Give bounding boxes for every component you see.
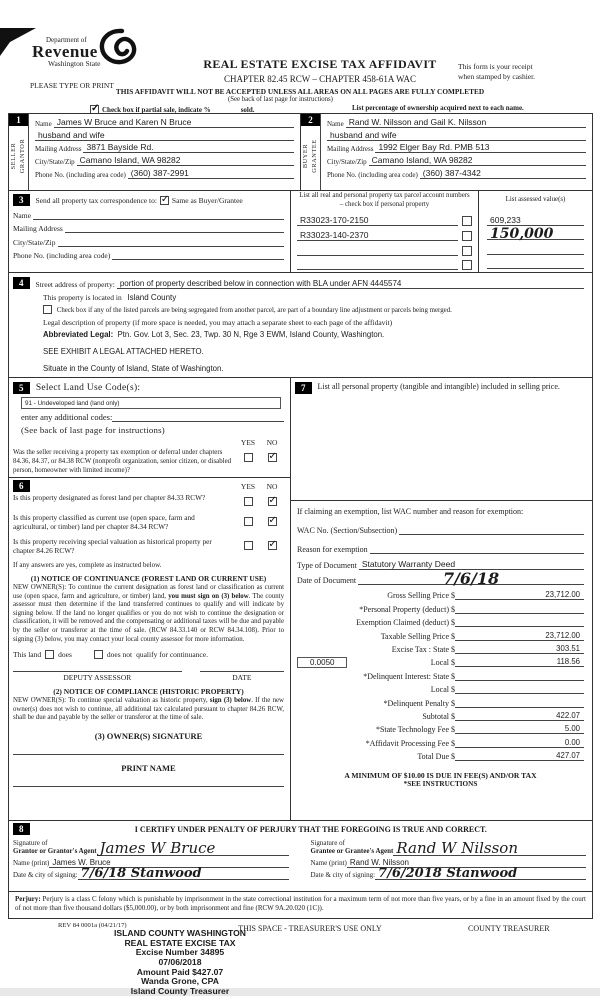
seller-city-label: City/State/Zip [35, 158, 75, 167]
form-title: REAL ESTATE EXCISE TAX AFFIDAVIT [203, 57, 437, 71]
continuance-text: NEW OWNER(S): To continue the current designation as forest land or classification as current use (open space, farm and agriculture, or timber) land, you must sign on (3) below. The county assessor must then determine if the land transferred continues to qualify and will indicate by signing below. If the land no longer qualifies or you do not wish to continue the designation or classification, it will be removed and the compensating or additional taxes will be due and payable by the seller or transferor at the time of sale. (RCW 84.33.140 or RCW 84.34.108). Prior to signing (3) below, you may contact your local county assessor for more information. [13, 583, 284, 643]
parcel-1-personal-checkbox[interactable] [462, 216, 472, 226]
compliance-title: (2) NOTICE OF COMPLIANCE (HISTORIC PROPERTY) [53, 687, 244, 697]
forest-no-checkbox[interactable] [268, 497, 277, 506]
segregated-checkbox[interactable] [43, 305, 52, 314]
buyer-city-label: City/State/Zip [327, 158, 367, 167]
fin-row: Total Due $ 427.07 [297, 751, 584, 761]
corr-name-label: Name [13, 210, 31, 220]
seller-city-field[interactable]: Camano Island, WA 98282 [77, 155, 294, 166]
grantor-name-print-label: Name (print) [13, 859, 50, 868]
historic-question: Is this property receiving special valuation as historical property per chapter 84.26 RCW? [13, 536, 212, 556]
sold-label: sold. [240, 106, 255, 114]
section-1-number: 1 [9, 114, 28, 126]
minimum-fee-note: A MINIMUM OF $10.00 IS DUE IN FEE(S) AND/OR TAX [344, 771, 537, 781]
fin-row: *State Technology Fee $ 5.00 [297, 724, 584, 734]
assessed-value-2-field[interactable]: 150,000 [487, 230, 584, 240]
logo-dept-text: Department of [46, 36, 87, 44]
gross-selling-price-field[interactable]: 23,712.00 [455, 590, 584, 600]
land-use-title: Select Land Use Code(s): [35, 383, 141, 393]
ownership-note: List percentage of ownership acquired next to each name. [352, 104, 524, 112]
form-body [8, 113, 593, 919]
grantor-date-city-field[interactable]: 7/6/18 Stanwood [78, 870, 289, 880]
date-of-document-field[interactable]: 7/6/18 [358, 573, 584, 585]
grantee-name-print-field[interactable]: Rand W. Nilsson [347, 858, 586, 868]
assessor-date-line[interactable] [200, 671, 284, 672]
grantor-signature-field[interactable]: James W Bruce [97, 844, 289, 856]
fin-row: *Personal Property (deduct) $ [297, 604, 584, 614]
seller-name-label: Name [35, 119, 52, 128]
legal-description-label: Legal description of property (if more space is needed, you may attach a separate sheet to each page of the affidavit) [43, 317, 393, 327]
partial-sale-label: Check box if partial sale, indicate % [102, 106, 211, 114]
see-back-note: (See back of last page for instructions) [228, 96, 333, 103]
seller-phone-field[interactable]: (360) 387-2991 [128, 168, 294, 179]
corr-city-field[interactable] [58, 237, 285, 247]
fin-row: Excise Tax : State $ 303.51 [297, 644, 584, 654]
additional-codes-label: enter any additional codes: [21, 412, 113, 422]
wac-label: WAC No. (Section/Subsection) [297, 526, 398, 535]
grantee-signature-block: Signature of Grantee or Grantee's Agent Rand W Nilsson Name (print) Rand W. Nilsson Date & city of signing: 7/6/2018 Stanwood [311, 837, 587, 880]
revenue-swirl-icon [98, 28, 140, 71]
same-as-buyer-label: Same as Buyer/Grantee [171, 195, 243, 205]
parcel-1-field[interactable]: R33023-170-2150 [297, 215, 458, 226]
fin-row: 0.0050 Local $ 118.56 [297, 657, 584, 667]
section-5 [9, 378, 290, 478]
subtotal-field[interactable]: 422.07 [455, 711, 584, 721]
scan-corner-artifact [0, 28, 36, 56]
grantor-date-city-label: Date & city of signing: [13, 871, 78, 880]
located-in-value[interactable]: Island County [127, 292, 177, 302]
type-of-document-label: Type of Document [297, 561, 357, 570]
excise-tax-local-field[interactable]: 118.56 [455, 657, 584, 667]
qualify-line: This land does does not qualify for continuance. [13, 650, 208, 660]
compliance-text: NEW OWNER(S): To continue special valuation as historic property, sign (3) below. If the new owner(s) does not wish to continue, all additional tax calculated pursuant to chapter 84.26 RCW, shall be due and payable by the seller or transferor at the time of sale. [13, 697, 284, 722]
dor-logo [32, 36, 101, 68]
buyer-name2-field[interactable]: husband and wife [327, 130, 586, 141]
corr-city-label: City/State/Zip [13, 237, 56, 247]
section-7 [291, 378, 592, 501]
corr-phone-field[interactable] [112, 250, 284, 260]
buyer-mailing-field[interactable]: 1992 Elger Bay Rd. PMB 513 [375, 142, 586, 153]
section-7-number: 7 [295, 382, 312, 394]
assessed-value-3-field[interactable] [487, 245, 584, 255]
print-name-line[interactable] [13, 786, 284, 787]
corr-mailing-field[interactable] [65, 223, 284, 233]
parcel-4-field[interactable] [297, 260, 458, 270]
financial-block [291, 585, 592, 788]
fin-row: *Delinquent Interest: State $ [297, 671, 584, 681]
fin-row: *Affidavit Processing Fee $ 0.00 [297, 738, 584, 748]
deputy-assessor-signature-line[interactable] [13, 671, 182, 672]
land-use-code-select[interactable]: 91 - Undeveloped land (land only) [21, 397, 281, 409]
grantee-name-print-label: Name (print) [310, 859, 347, 868]
segregated-note: Check box if any of the listed parcels are being segregated from another parcel, are part of a boundary line adjustment or parcels being merged. [56, 307, 452, 314]
assessed-values-header: List assessed value(s) [505, 196, 566, 203]
no-header-6: NO [266, 481, 278, 491]
reason-label: Reason for exemption [297, 545, 368, 554]
delinquent-penalty-field[interactable] [455, 698, 584, 708]
forest-yes-checkbox[interactable] [244, 497, 253, 506]
section-6 [9, 478, 290, 787]
land-does-not-qualify-checkbox[interactable] [94, 650, 103, 659]
grantee-date-city-field[interactable]: 7/6/2018 Stanwood [375, 870, 586, 880]
abbreviated-legal-value[interactable]: Ptn. Gov. Lot 3, Sec. 23, Twp. 30 N, Rge 3 EWM, Island County, Washington. [117, 330, 385, 339]
situate-note: Situate in the County of Island, State of Washington. [43, 364, 224, 373]
logo-revenue-text: Revenue [32, 42, 98, 61]
section-3 [9, 191, 592, 273]
abbreviated-legal-label: Abbreviated Legal: [43, 330, 114, 339]
fin-row: Taxable Selling Price $ 23,712.00 [297, 631, 584, 641]
grantor-name-print-field[interactable]: James W. Bruce [49, 858, 288, 868]
seller-phone-label: Phone No. (including area code) [35, 170, 126, 179]
please-type-label: PLEASE TYPE OR PRINT [30, 81, 114, 90]
current-use-question: Is this property classified as current use (open space, farm and agricultural, or timber) land per chapter 84.34 RCW? [13, 513, 195, 532]
delinquent-interest-local-field[interactable] [455, 684, 584, 694]
exemption-question: Was the seller receiving a property tax exemption or deferral under chapters 84.36, 84.37, or 84.38 RCW (nonprofit organization, senior citizen, or disabled person, homeowner with limited income)? [13, 449, 232, 474]
assessed-value-4-field[interactable] [487, 259, 584, 269]
delinquent-interest-state-field[interactable] [455, 671, 584, 681]
land-does-qualify-checkbox[interactable] [45, 650, 54, 659]
section-2-number: 2 [301, 114, 320, 126]
exemption-yes-checkbox[interactable] [244, 453, 253, 462]
see-back-note-5: (See back of last page for instructions) [21, 425, 165, 435]
additional-codes-field[interactable] [112, 412, 284, 422]
wac-field[interactable] [399, 525, 584, 535]
seller-name2-field[interactable]: husband and wife [35, 130, 294, 141]
section-2-buyer [301, 114, 592, 190]
no-header-5: NO [266, 438, 278, 447]
parcel-2-personal-checkbox[interactable] [462, 231, 472, 241]
total-due-field[interactable]: 427.07 [455, 751, 584, 761]
grantee-date-city-label: Date & city of signing: [310, 871, 376, 880]
logo-state-text: Washington State [48, 59, 101, 68]
local-rate-field[interactable]: 0.0050 [297, 657, 347, 668]
county-treasurer-label: COUNTY TREASURER [468, 924, 550, 933]
treasurer-use-only-label: THIS SPACE - TREASURER'S USE ONLY [238, 924, 382, 933]
buyer-phone-field[interactable]: (360) 387-4342 [420, 168, 586, 179]
current-use-yes-checkbox[interactable] [244, 517, 253, 526]
personal-property-title: List all personal property (tangible and intangible) included in selling price. [317, 382, 560, 391]
buyer-city-field[interactable]: Camano Island, WA 98282 [369, 155, 586, 166]
section-3-number: 3 [13, 194, 30, 206]
correspondence-label: Send all property tax correspondence to: [35, 195, 157, 205]
section-1-seller [9, 114, 301, 190]
located-in-label: This property is located in [43, 292, 122, 302]
buyer-name-label: Name [327, 119, 344, 128]
exhibit-note: SEE EXHIBIT A LEGAL ATTACHED HERETO. [43, 347, 204, 356]
forest-land-question: Is this property designated as forest land per chapter 84.33 RCW? [13, 493, 206, 502]
buyer-mailing-label: Mailing Address [327, 145, 374, 154]
corr-mailing-label: Mailing Address [13, 224, 63, 234]
buyer-grantee-side-label: BUYER GRANTEE [301, 139, 318, 173]
section-5-number: 5 [13, 382, 30, 394]
yes-header-5: YES [240, 438, 256, 447]
street-address-field[interactable]: portion of property described below in connection with BLA under AFN 4445574 [117, 279, 584, 289]
seller-grantor-side-label: SELLER GRANTOR [9, 138, 26, 174]
seller-name-field[interactable]: James W Bruce and Karen N Bruce [54, 117, 294, 128]
affidavit-processing-fee-field[interactable]: 0.00 [455, 738, 584, 748]
corr-phone-label: Phone No. (including area code) [13, 251, 111, 261]
parcel-4-personal-checkbox[interactable] [462, 260, 472, 270]
fin-row: Local $ [297, 684, 584, 694]
type-of-document-field[interactable]: Statutory Warranty Deed [359, 559, 584, 570]
if-yes-note: If any answers are yes, complete as instructed below. [13, 560, 162, 569]
section-8 [9, 821, 592, 891]
fin-row: Exemption Claimed (deduct) $ [297, 617, 584, 627]
parcel-3-personal-checkbox[interactable] [462, 246, 472, 256]
section-4 [9, 273, 592, 378]
historic-no-checkbox[interactable] [268, 541, 277, 550]
owners-signature-line[interactable] [13, 754, 284, 755]
corr-name-field[interactable] [33, 210, 284, 220]
print-name-label: PRINT NAME [121, 763, 176, 774]
date-of-document-label: Date of Document [297, 576, 357, 585]
reason-field[interactable] [370, 544, 584, 554]
treasurer-stamp: ISLAND COUNTY WASHINGTON REAL ESTATE EXCISE TAX Excise Number 34895 07/06/2018 Amount Paid $427.07 Wanda Grone, CPA Island County Treasurer [114, 928, 246, 996]
perjury-notice: Perjury: Perjury is a class C felony which is punishable by imprisonment in the state correctional institution for a maximum term of not more than five years, or by a fine in an amount fixed by the court of not more than five thousand dollars ($5,000.00), or by both imprisonment and fine (RCW 9A.20.020 (1C)). [9, 891, 592, 913]
current-use-no-checkbox[interactable] [268, 517, 277, 526]
deputy-assessor-label: DEPUTY ASSESSOR [63, 673, 132, 683]
grantor-signature-block: Signature of Grantor or Grantor's Agent James W Bruce Name (print) James W. Bruce Date & city of signing: 7/6/18 Stanwood [13, 837, 289, 880]
personal-property-deduct-field[interactable] [455, 604, 584, 614]
exemption-claimed-field[interactable] [455, 617, 584, 627]
receipt-note: This form is your receipt when stamped by cashier. [458, 62, 536, 82]
seller-mailing-label: Mailing Address [35, 145, 82, 154]
fin-row: Gross Selling Price $ 23,712.00 [297, 590, 584, 600]
assessor-date-label: DATE [232, 673, 252, 683]
excise-tax-state-field[interactable]: 303.51 [455, 644, 584, 654]
grantee-signature-field[interactable]: Rand W Nilsson [393, 844, 586, 856]
exemption-no-checkbox[interactable] [268, 453, 277, 462]
exemption-note: If claiming an exemption, list WAC number and reason for exemption: [297, 507, 524, 516]
fin-row: Subtotal $ 422.07 [297, 711, 584, 721]
assessed-value-1-field[interactable]: 609,233 [487, 215, 584, 226]
section-8-number: 8 [13, 823, 30, 835]
buyer-name-field[interactable]: Rand W. Nilsson and Gail K. Nilsson [346, 117, 586, 128]
street-address-label: Street address of property: [35, 280, 115, 289]
state-technology-fee-field[interactable]: 5.00 [455, 724, 584, 734]
continuance-title: (1) NOTICE OF CONTINUANCE (FOREST LAND OR CURRENT USE) [30, 573, 267, 583]
taxable-selling-price-field[interactable]: 23,712.00 [455, 631, 584, 641]
section-6-number: 6 [13, 480, 30, 492]
parcel-numbers-header: List all real and personal property tax parcel account numbers – check box if personal property [299, 192, 470, 208]
completion-warning: THIS AFFIDAVIT WILL NOT BE ACCEPTED UNLESS ALL AREAS ON ALL PAGES ARE FULLY COMPLETED [115, 87, 485, 96]
seller-mailing-field[interactable]: 3871 Bayside Rd. [83, 142, 294, 153]
fin-row: *Delinquent Penalty $ [297, 698, 584, 708]
section-4-number: 4 [13, 277, 30, 289]
yes-header-6: YES [240, 481, 256, 491]
historic-yes-checkbox[interactable] [244, 541, 253, 550]
buyer-phone-label: Phone No. (including area code) [327, 170, 418, 179]
parcel-3-field[interactable] [297, 246, 458, 256]
exemption-block [291, 501, 592, 554]
owners-signature-title: (3) OWNER(S) SIGNATURE [94, 731, 203, 742]
same-as-buyer-checkbox[interactable] [160, 196, 169, 205]
parcel-2-field[interactable]: R33023-140-2370 [297, 230, 458, 241]
see-instructions-note: *SEE INSTRUCTIONS [403, 780, 478, 789]
certify-statement: I CERTIFY UNDER PENALTY OF PERJURY THAT THE FOREGOING IS TRUE AND CORRECT. [134, 824, 487, 834]
form-subtitle: CHAPTER 82.45 RCW – CHAPTER 458-61A WAC [224, 74, 416, 84]
form-revision-number: REV 84 0001a (04/21/17) [58, 922, 127, 929]
